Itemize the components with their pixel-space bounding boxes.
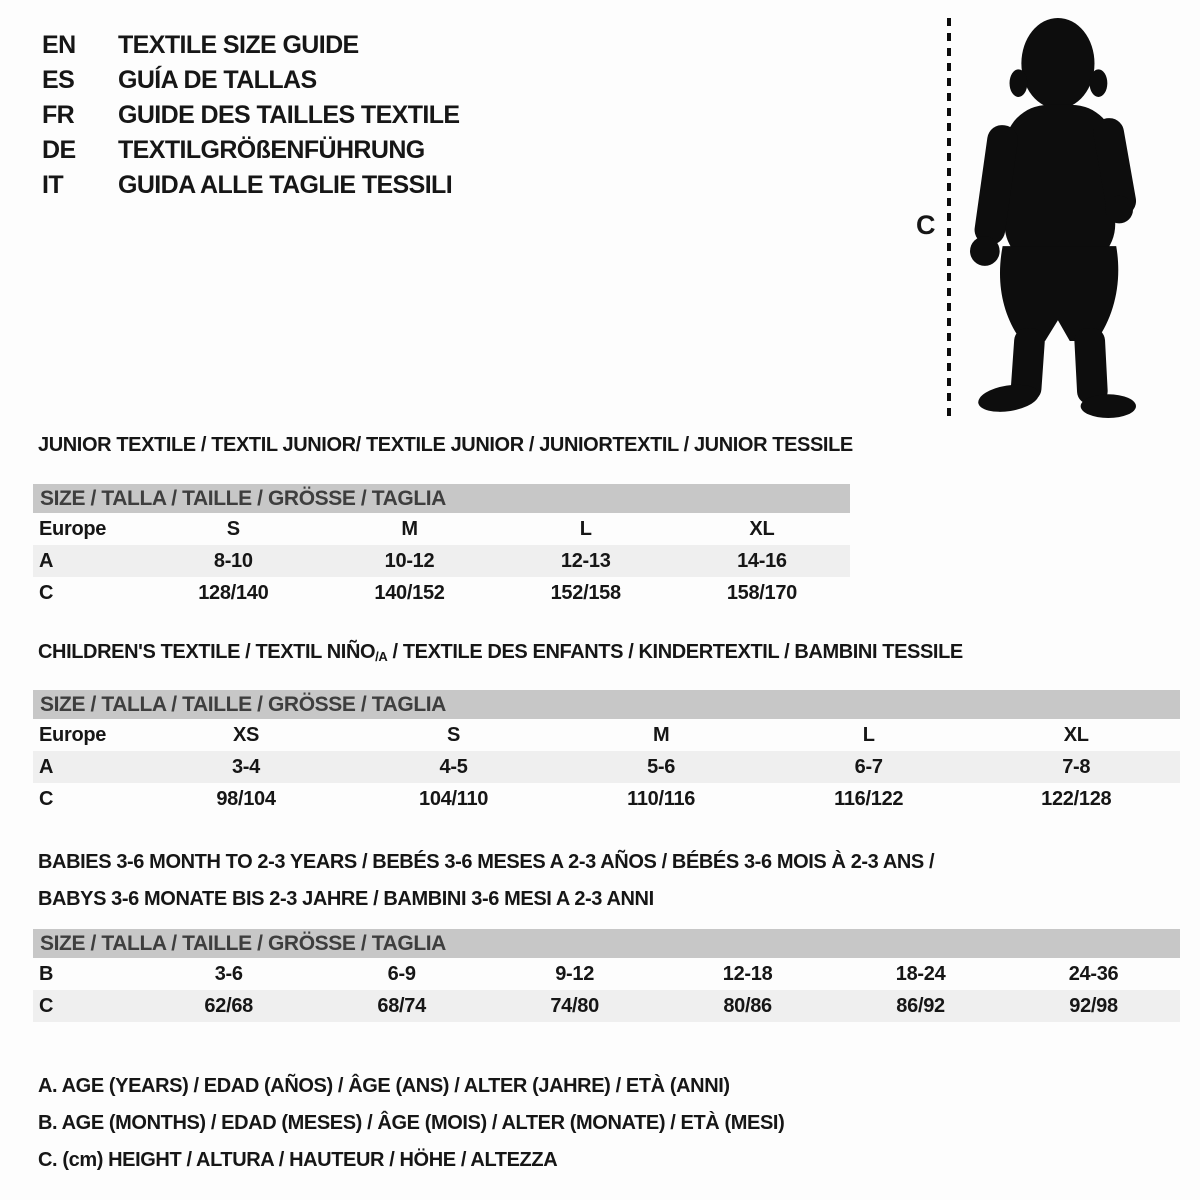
row-label: C	[39, 582, 54, 604]
size-cell: 9-12	[555, 963, 595, 985]
size-cell: 62/68	[204, 995, 253, 1017]
row-label: A	[39, 550, 54, 572]
table-row-a	[33, 545, 850, 577]
babies-title-line2: BABYS 3-6 MONATE BIS 2-3 JAHRE / BAMBINI 3-6 MESI A 2-3 ANNI	[38, 888, 654, 910]
size-cell: 116/122	[834, 788, 904, 810]
language-title: GUIDE DES TAILLES TEXTILE	[118, 101, 460, 129]
language-code: ES	[42, 66, 75, 94]
size-cell: 3-6	[214, 963, 243, 985]
language-code: FR	[42, 101, 75, 129]
babies-title-line1: BABIES 3-6 MONTH TO 2-3 YEARS / BEBÉS 3-6 MESES A 2-3 AÑOS / BÉBÉS 3-6 MOIS À 2-3 ANS /	[38, 851, 935, 873]
row-label: Europe	[39, 518, 107, 540]
babies-size-table	[33, 929, 1180, 1022]
size-cell: 6-9	[387, 963, 416, 985]
language-row-es	[42, 63, 460, 98]
legend-line-c: C. (cm) HEIGHT / ALTURA / HAUTEUR / HÖHE / ALTEZZA	[38, 1149, 558, 1171]
language-code: DE	[42, 136, 76, 164]
size-cell: 86/92	[896, 995, 945, 1017]
language-row-de	[42, 133, 460, 168]
size-cell: L	[862, 724, 875, 746]
children-title-text: CHILDREN'S TEXTILE / TEXTIL NIÑO	[38, 641, 376, 663]
language-row-it	[42, 168, 460, 203]
size-cell: 92/98	[1069, 995, 1118, 1017]
children-size-table	[33, 690, 1180, 815]
size-cell: XL	[1063, 724, 1089, 746]
children-section-title	[38, 641, 963, 664]
size-cell: 80/86	[723, 995, 772, 1017]
toddler-silhouette-icon	[960, 14, 1145, 419]
language-row-fr	[42, 98, 460, 133]
children-title-subscript: /A	[375, 649, 388, 664]
table-row-c	[33, 990, 1180, 1022]
size-cell: 104/110	[419, 788, 489, 810]
junior-size-table	[33, 484, 850, 609]
table-row-c	[33, 783, 1180, 815]
size-header-bar: SIZE / TALLA / TAILLE / GRÖSSE / TAGLIA	[33, 929, 1180, 958]
size-cell: 98/104	[216, 788, 276, 810]
children-title-text: / TEXTILE DES ENFANTS / KINDERTEXTIL / BAMBINI TESSILE	[387, 641, 963, 663]
size-cell: 110/116	[627, 788, 696, 810]
size-cell: 7-8	[1062, 756, 1091, 778]
language-row-en	[42, 28, 460, 63]
table-row-europe	[33, 513, 850, 545]
size-cell: 18-24	[895, 963, 946, 985]
size-cell: 74/80	[550, 995, 599, 1017]
measurement-legend	[38, 1068, 784, 1179]
table-row-europe	[33, 719, 1180, 751]
legend-line-a: A. AGE (YEARS) / EDAD (AÑOS) / ÂGE (ANS) / ALTER (JAHRE) / ETÀ (ANNI)	[38, 1075, 730, 1097]
size-cell: M	[401, 518, 418, 540]
size-cell: 5-6	[647, 756, 676, 778]
size-cell: 122/128	[1041, 788, 1112, 810]
size-cell: 3-4	[231, 756, 260, 778]
size-cell: 14-16	[737, 550, 787, 572]
size-cell: 4-5	[439, 756, 468, 778]
language-code: IT	[42, 171, 64, 199]
size-cell: S	[226, 518, 240, 540]
size-cell: 140/152	[374, 582, 445, 604]
junior-section-title: JUNIOR TEXTILE / TEXTIL JUNIOR/ TEXTILE JUNIOR / JUNIORTEXTIL / JUNIOR TESSILE	[38, 434, 853, 456]
row-label: A	[39, 756, 54, 778]
row-label: B	[39, 963, 54, 985]
size-header-bar: SIZE / TALLA / TAILLE / GRÖSSE / TAGLIA	[33, 690, 1180, 719]
babies-section-title	[38, 844, 934, 918]
language-list	[42, 28, 460, 203]
size-cell: XL	[749, 518, 775, 540]
row-label: C	[39, 995, 54, 1017]
legend-line-b: B. AGE (MONTHS) / EDAD (MESES) / ÂGE (MOIS) / ALTER (MONATE) / ETÀ (MESI)	[38, 1112, 785, 1134]
language-title: TEXTILE SIZE GUIDE	[118, 31, 359, 59]
size-cell: 8-10	[213, 550, 253, 572]
language-code: EN	[42, 31, 76, 59]
size-cell: XS	[232, 724, 260, 746]
size-cell: S	[447, 724, 461, 746]
language-title: GUIDA ALLE TAGLIE TESSILI	[118, 171, 453, 199]
row-label: C	[39, 788, 54, 810]
height-measure-dashed-line	[947, 18, 951, 416]
size-cell: 24-36	[1068, 963, 1119, 985]
size-cell: 152/158	[550, 582, 621, 604]
size-cell: 10-12	[384, 550, 435, 572]
table-row-b	[33, 958, 1180, 990]
size-cell: L	[579, 518, 592, 540]
size-cell: M	[652, 724, 670, 746]
size-cell: 68/74	[377, 995, 426, 1017]
size-cell: 12-13	[560, 550, 611, 572]
language-title: GUÍA DE TALLAS	[118, 66, 317, 94]
language-title: TEXTILGRÖßENFÜHRUNG	[118, 136, 425, 164]
table-row-c	[33, 577, 850, 609]
table-row-a	[33, 751, 1180, 783]
size-cell: 12-18	[722, 963, 773, 985]
size-cell: 128/140	[198, 582, 269, 604]
size-cell: 6-7	[854, 756, 883, 778]
height-measure-label: C	[916, 210, 936, 240]
size-cell: 158/170	[726, 582, 798, 604]
size-header-bar: SIZE / TALLA / TAILLE / GRÖSSE / TAGLIA	[33, 484, 850, 513]
row-label: Europe	[39, 724, 107, 746]
